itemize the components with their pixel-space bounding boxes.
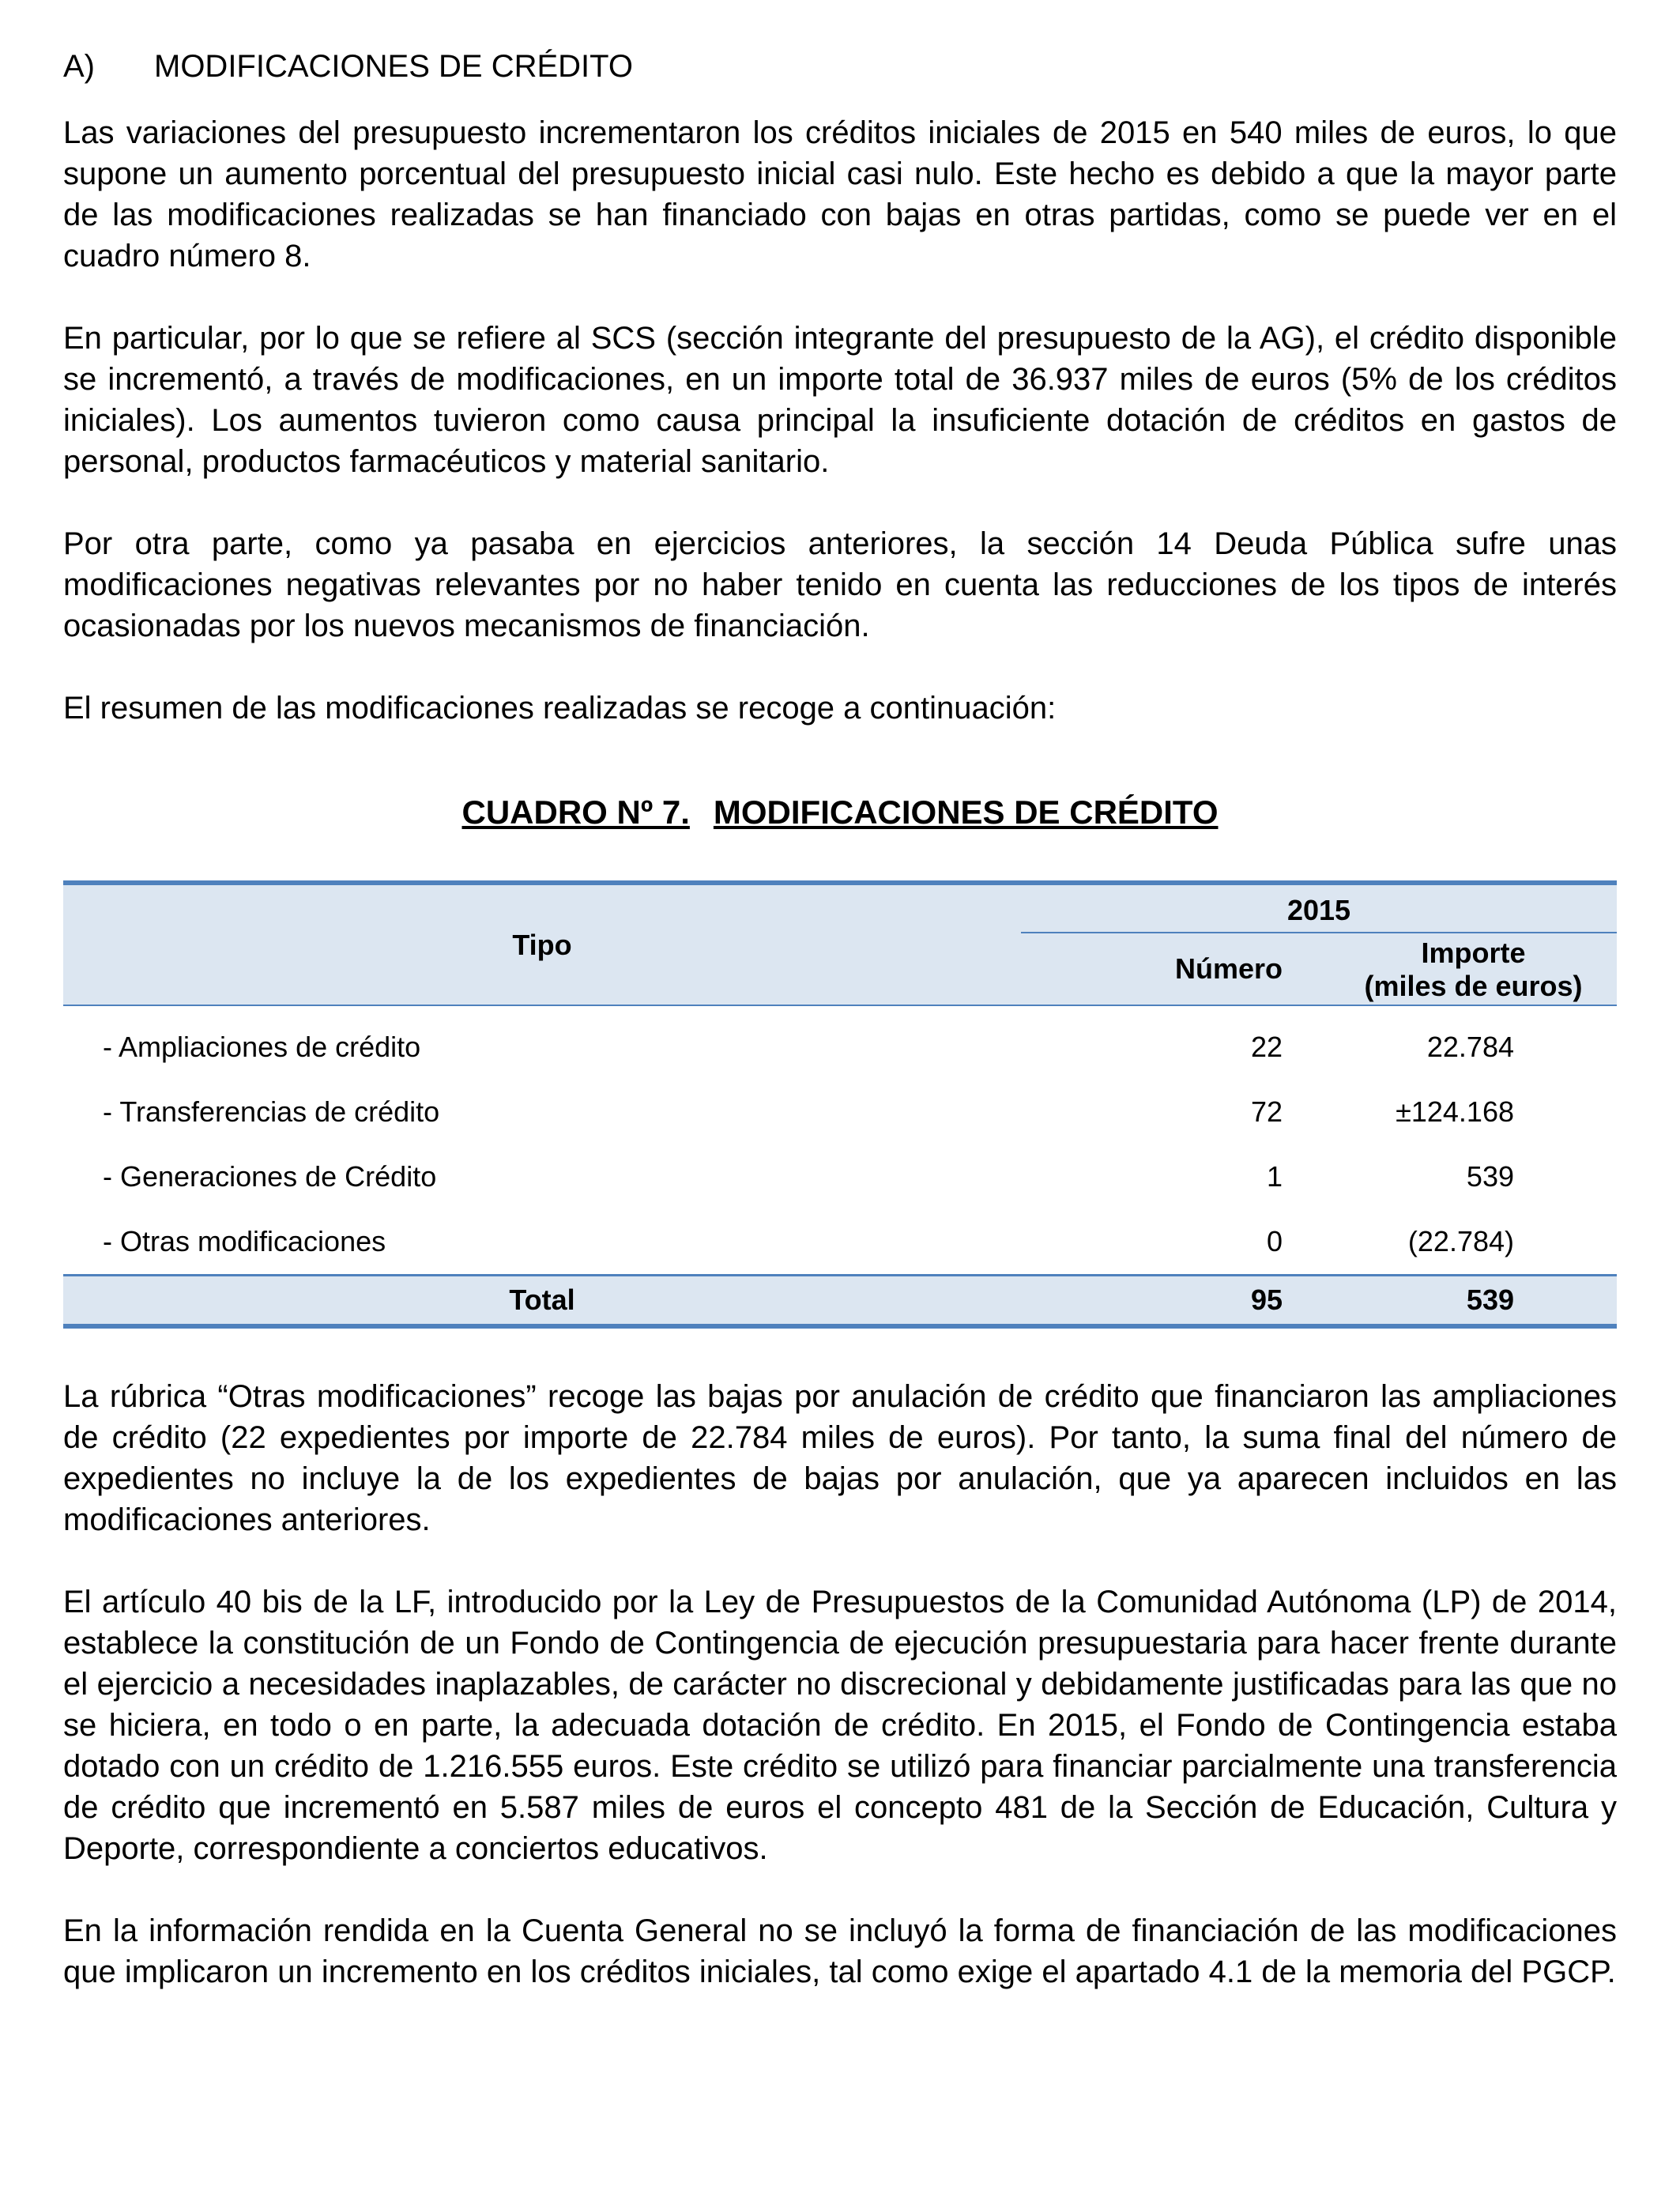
paragraph-fondo-contingencia: El artículo 40 bis de la LF, introducido por la Ley de Presupuestos de la Comunidad Autónoma (LP) de 2014, establece la constitución de un Fondo de Contingencia de ejecución presupuestaria para hacer frente durante el ejercicio a necesidades inaplazables, de carácter no discrecional y debidamente justificadas para las que no se hiciera, en todo o en parte, la adecuada dotación de crédito. En 2015, el Fondo de Contingencia estaba dotado con un crédito de 1.216.555 euros. Este crédito se utilizó para financiar parcialmente una transferencia de crédito que incrementó en 5.587 miles de euros el concepto 481 de la Sección de Educación, Cultura y Deporte, correspondiente a conciertos educativos. xyxy=(63,1585,1617,1866)
paragraph-resumen: El resumen de las modificaciones realizadas se recoge a continuación: xyxy=(63,691,1057,726)
row-numero: 72 xyxy=(1250,1095,1283,1128)
total-numero: 95 xyxy=(1021,1276,1330,1327)
section-heading xyxy=(63,44,1617,89)
table-row xyxy=(63,1080,1617,1144)
total-importe: 539 xyxy=(1330,1276,1617,1327)
row-importe: (22.784) xyxy=(1407,1225,1514,1257)
table-row xyxy=(63,1209,1617,1276)
paragraph-variaciones: Las variaciones del presupuesto incrementaron los créditos iniciales de 2015 en 540 miles de euros, lo que supone un aumento porcentual del presupuesto inicial casi nulo. Este hecho es debido a que la mayor parte de las modificaciones realizadas se han financiado con bajas en otras partidas, como se puede ver en el cuadro número 8. xyxy=(63,115,1617,273)
document-page xyxy=(63,44,1617,2034)
header-importe xyxy=(1330,933,1617,1005)
section-letter: A) xyxy=(63,49,95,84)
paragraph-cuenta-general: En la información rendida en la Cuenta General no se incluyó la forma de financiación de las modificaciones que implicaron un incremento en los créditos iniciales, tal como exige el apartado 4.1 de la memoria del PGCP. xyxy=(63,1913,1617,1989)
section-title: MODIFICACIONES DE CRÉDITO xyxy=(154,49,633,84)
row-numero: 22 xyxy=(1250,1031,1283,1063)
row-tipo: - Otras modificaciones xyxy=(103,1225,386,1257)
table-row xyxy=(63,1005,1617,1080)
row-tipo: - Ampliaciones de crédito xyxy=(103,1031,421,1063)
modificaciones-table xyxy=(63,880,1617,1329)
total-row xyxy=(63,1276,1617,1327)
header-importe-line2: (miles de euros) xyxy=(1364,970,1583,1002)
header-tipo: Tipo xyxy=(63,883,1021,1005)
row-importe: 22.784 xyxy=(1426,1031,1514,1063)
total-label: Total xyxy=(63,1276,1021,1327)
row-numero: 0 xyxy=(1266,1225,1283,1257)
paragraph-otras-modificaciones: La rúbrica “Otras modificaciones” recoge las bajas por anulación de crédito que financiaron las ampliaciones de crédito (22 expedientes por importe de 22.784 miles de euros). Por tanto, la suma final del número de expedientes no incluye la de los expedientes de bajas por anulación, que ya aparecen incluidos en las modificaciones anteriores. xyxy=(63,1379,1617,1537)
table-title-text: MODIFICACIONES DE CRÉDITO xyxy=(713,794,1219,831)
row-tipo: - Generaciones de Crédito xyxy=(103,1160,437,1193)
paragraph-scs: En particular, por lo que se refiere al SCS (sección integrante del presupuesto de la AG), el crédito disponible se incrementó, a través de modificaciones, en un importe total de 36.937 miles de euros (5% de los créditos iniciales). Los aumentos tuvieron como causa principal la insuficiente dotación de créditos en gastos de personal, productos farmacéuticos y material sanitario. xyxy=(63,321,1617,479)
table-title xyxy=(63,792,1617,833)
header-numero: Número xyxy=(1021,933,1330,1005)
header-importe-line1: Importe xyxy=(1421,937,1526,969)
table-title-number: CUADRO Nº 7. xyxy=(461,794,690,831)
row-tipo: - Transferencias de crédito xyxy=(103,1095,440,1128)
row-importe: 539 xyxy=(1466,1160,1514,1193)
table-row xyxy=(63,1144,1617,1209)
header-year: 2015 xyxy=(1021,883,1617,933)
paragraph-deuda-publica: Por otra parte, como ya pasaba en ejercicios anteriores, la sección 14 Deuda Pública sufre unas modificaciones negativas relevantes por no haber tenido en cuenta las reducciones de los tipos de interés ocasionadas por los nuevos mecanismos de financiación. xyxy=(63,526,1617,643)
row-importe: ±124.168 xyxy=(1396,1095,1514,1128)
row-numero: 1 xyxy=(1266,1160,1283,1193)
